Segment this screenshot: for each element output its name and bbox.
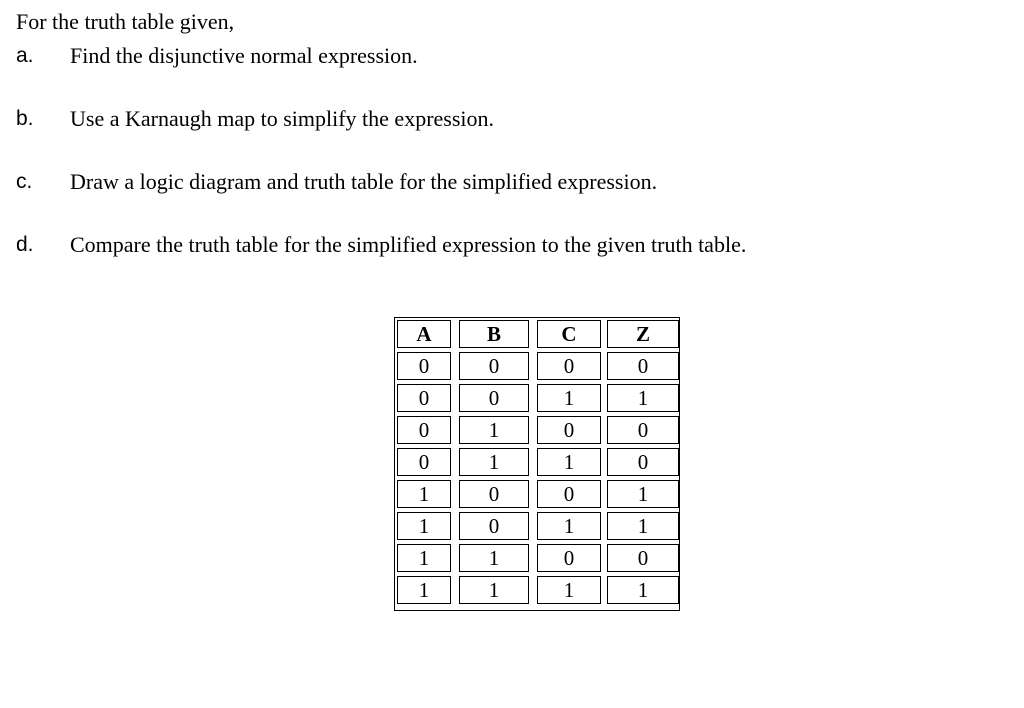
item-b-text: Use a Karnaugh map to simplify the expression.	[70, 106, 495, 131]
header-cell-c: C	[537, 320, 601, 348]
item-d-text: Compare the truth table for the simplified expression to the given truth table.	[70, 232, 747, 257]
table-cell: 0	[397, 448, 451, 476]
item-a-marker: a.	[16, 44, 34, 67]
table-cell: 1	[607, 576, 679, 604]
table-cell: 0	[607, 448, 679, 476]
table-cell: 1	[537, 384, 601, 412]
table-cell: 0	[397, 352, 451, 380]
table-cell: 0	[459, 512, 529, 540]
table-cell: 0	[607, 544, 679, 572]
item-c-text: Draw a logic diagram and truth table for the simplified expression.	[70, 169, 658, 194]
truth-table	[394, 317, 680, 611]
item-d-marker: d.	[16, 233, 34, 256]
table-row	[395, 478, 679, 510]
table-cell: 1	[459, 576, 529, 604]
table-cell: 0	[459, 352, 529, 380]
table-cell: 0	[537, 416, 601, 444]
table-cell: 1	[537, 512, 601, 540]
intro-text: For the truth table given,	[16, 9, 235, 34]
table-cell: 0	[537, 352, 601, 380]
table-cell: 0	[397, 384, 451, 412]
table-row	[395, 446, 679, 478]
table-cell: 1	[459, 448, 529, 476]
header-cell-a: A	[397, 320, 451, 348]
item-c-marker: c.	[16, 170, 33, 193]
table-cell: 1	[397, 544, 451, 572]
table-cell: 1	[537, 448, 601, 476]
table-cell: 1	[459, 544, 529, 572]
table-cell: 0	[537, 480, 601, 508]
table-cell: 1	[397, 576, 451, 604]
table-cell: 1	[607, 384, 679, 412]
table-row	[395, 350, 679, 382]
table-row	[395, 382, 679, 414]
table-cell: 0	[607, 416, 679, 444]
table-cell: 1	[459, 416, 529, 444]
header-cell-b: B	[459, 320, 529, 348]
table-row	[395, 574, 679, 606]
table-cell: 0	[537, 544, 601, 572]
truth-table-header-row	[395, 318, 679, 350]
item-a-text: Find the disjunctive normal expression.	[70, 43, 418, 68]
table-cell: 1	[607, 480, 679, 508]
table-cell: 0	[607, 352, 679, 380]
table-row	[395, 510, 679, 542]
table-cell: 1	[397, 512, 451, 540]
table-cell: 0	[459, 384, 529, 412]
table-cell: 0	[397, 416, 451, 444]
table-cell: 1	[397, 480, 451, 508]
table-row	[395, 542, 679, 574]
header-cell-z: Z	[607, 320, 679, 348]
table-cell: 1	[537, 576, 601, 604]
item-b-marker: b.	[16, 107, 34, 130]
table-cell: 1	[607, 512, 679, 540]
table-row	[395, 414, 679, 446]
table-cell: 0	[459, 480, 529, 508]
